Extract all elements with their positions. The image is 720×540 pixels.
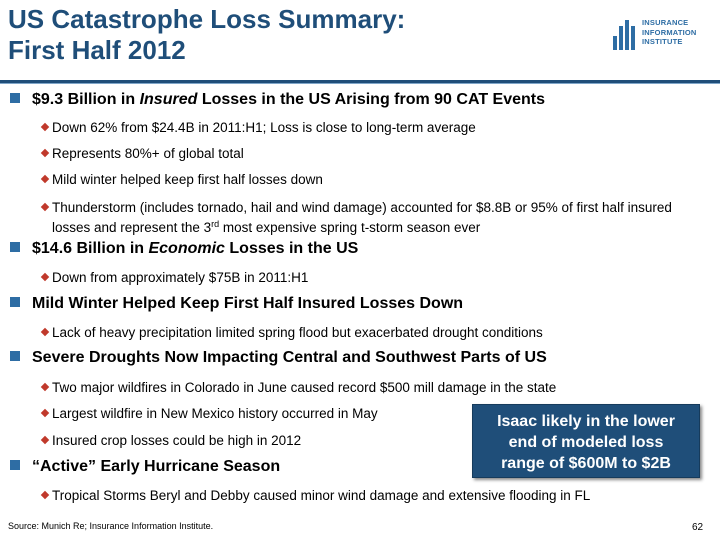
bullet-severe-droughts: Severe Droughts Now Impacting Central and Southwest Parts of US xyxy=(10,349,547,367)
square-bullet-icon xyxy=(10,297,20,307)
logo-text: INSURANCE INFORMATION INSTITUTE xyxy=(642,18,697,46)
sub-bullet: Two major wildfires in Colorado in June caused record $500 mill damage in the state xyxy=(52,379,556,396)
bullet-insured-losses: $9.3 Billion in Insured Losses in the US Arising from 90 CAT Events xyxy=(10,91,545,109)
diamond-bullet-icon xyxy=(41,273,49,281)
sub-bullet: Largest wildfire in New Mexico history occurred in May xyxy=(52,405,378,422)
square-bullet-icon xyxy=(10,242,20,252)
diamond-bullet-icon xyxy=(41,203,49,211)
isaac-callout-box: Isaac likely in the lower end of modeled loss range of $600M to $2B xyxy=(472,404,700,478)
square-bullet-icon xyxy=(10,351,20,361)
diamond-bullet-icon xyxy=(41,328,49,336)
sub-bullet: Lack of heavy precipitation limited spring flood but exacerbated drought conditions xyxy=(52,324,543,341)
title-line-1: US Catastrophe Loss Summary: xyxy=(8,4,406,34)
diamond-bullet-icon xyxy=(41,383,49,391)
square-bullet-icon xyxy=(10,93,20,103)
sub-bullet: Tropical Storms Beryl and Debby caused minor wind damage and extensive flooding in FL xyxy=(52,487,590,504)
slide-title xyxy=(8,4,568,66)
square-bullet-icon xyxy=(10,460,20,470)
title-line-2: First Half 2012 xyxy=(8,35,186,65)
diamond-bullet-icon xyxy=(41,491,49,499)
bullet-mild-winter: Mild Winter Helped Keep First Half Insured Losses Down xyxy=(10,295,463,313)
bullet-hurricane-season: “Active” Early Hurricane Season xyxy=(10,458,280,476)
source-note: Source: Munich Re; Insurance Information Institute. xyxy=(8,521,214,531)
diamond-bullet-icon xyxy=(41,409,49,417)
sub-bullet: Down from approximately $75B in 2011:H1 xyxy=(52,269,308,286)
sub-bullet-thunderstorm: Thunderstorm (includes tornado, hail and wind damage) accounted for $8.8B or 95% of first half insured losses and represent the 3rd most expensive spring t-storm season ever xyxy=(52,199,692,236)
sub-bullet: Insured crop losses could be high in 2012 xyxy=(52,432,301,449)
diamond-bullet-icon xyxy=(41,436,49,444)
iii-logo xyxy=(613,18,713,58)
page-number: 62 xyxy=(692,522,704,533)
sub-bullet: Represents 80%+ of global total xyxy=(52,145,244,162)
bullet-economic-losses: $14.6 Billion in Economic Losses in the US xyxy=(10,240,358,258)
diamond-bullet-icon xyxy=(41,175,49,183)
iii-bars-logo-icon xyxy=(613,18,639,50)
sub-bullet: Mild winter helped keep first half losses down xyxy=(52,171,323,188)
sub-bullet: Down 62% from $24.4B in 2011:H1; Loss is close to long-term average xyxy=(52,119,476,136)
diamond-bullet-icon xyxy=(41,123,49,131)
diamond-bullet-icon xyxy=(41,149,49,157)
title-rule-thin xyxy=(0,83,720,84)
